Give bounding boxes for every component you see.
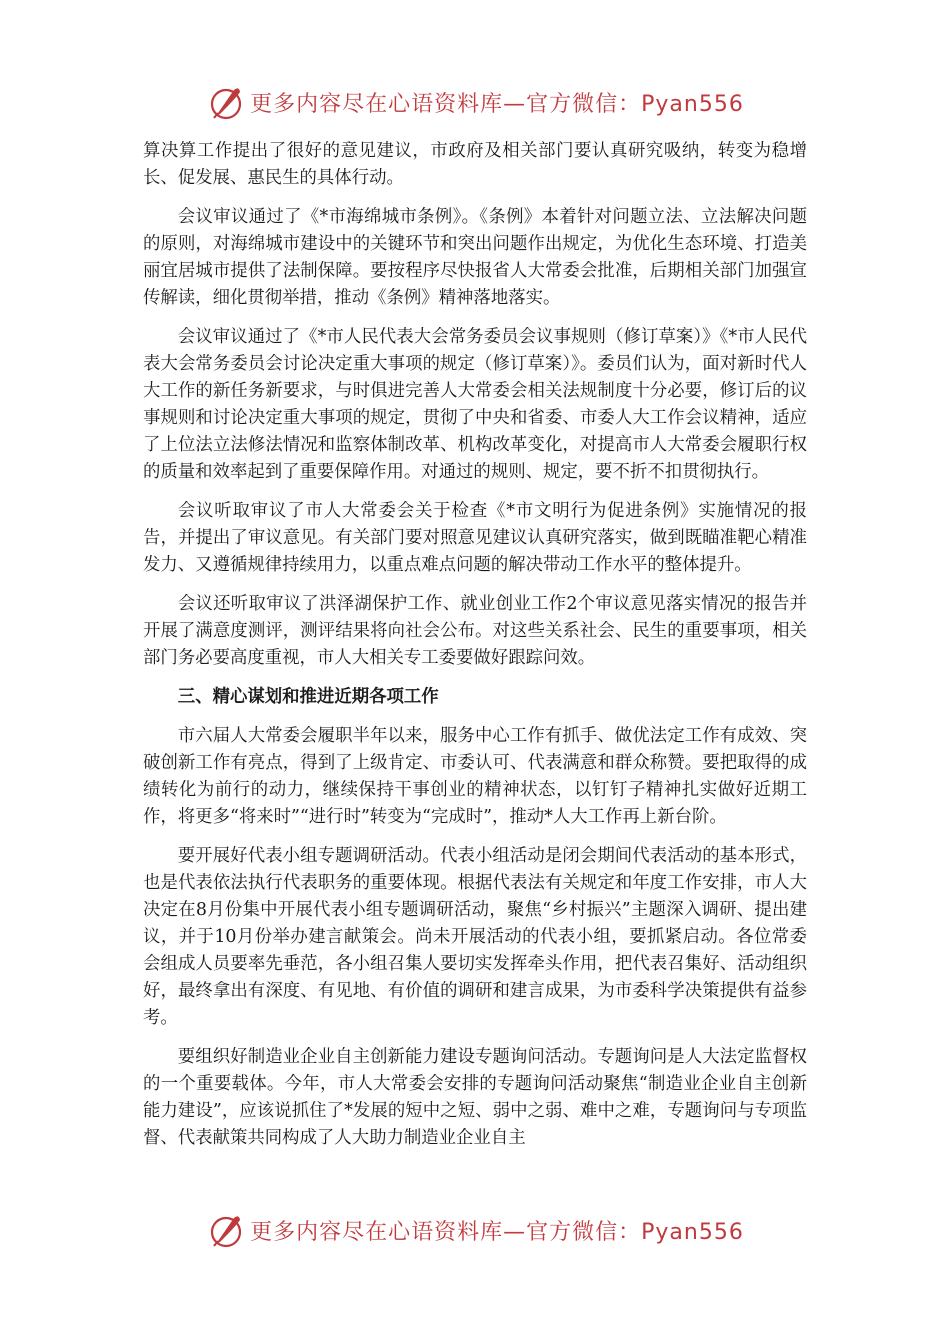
paragraph-continuation: 算决算工作提出了很好的意见建议，市政府及相关部门要认真研究吸纳，转变为稳增长、促发展、惠民生的具体行动。 xyxy=(143,141,807,188)
paragraph-review-opinions: 会议还听取审议了洪泽湖保护工作、就业创业工作2个审议意见落实情况的报告并开展了满意度测评，测评结果将向社会公布。对这些关系社会、民生的重要事项，相关部门务必要高度重视，市人大相关专工委要做好跟踪问效。 xyxy=(143,594,807,668)
paragraph-delegate-research: 要开展好代表小组专题调研活动。代表小组活动是闭会期间代表活动的基本形式，也是代表依法执行代表职务的重要体现。根据代表法有关规定和年度工作安排，市人大决定在8月份集中开展代表小组专题调研活动，聚焦“乡村振兴”主题深入调研、提出建议，并于10月份举办建言献策会。尚未开展活动的代表小组，要抓紧启动。各位常委会组成人员要率先垂范，各小组召集人要切实发挥牵头作用，把代表召集好、活动组织好，最终拿出有深度、有见地、有价值的调研和建言成果，为市委科学决策提供有益参考。 xyxy=(143,846,807,1028)
header-banner xyxy=(0,80,950,124)
paragraph-sponge-city: 会议审议通过了《*市海绵城市条例》。《条例》本着针对问题立法、立法解决问题的原则，对海绵城市建设中的关键环节和突出问题作出规定，为优化生态环境、打造美丽宜居城市提供了法制保障。要按程序尽快报省人大常委会批准，后期相关部门加强宣传解读，细化贯彻举措，推动《条例》精神落地落实。 xyxy=(143,207,807,308)
section-heading: 三、精心谋划和推进近期各项工作 xyxy=(177,687,439,707)
footer-banner-text: 更多内容尽在心语资料库—官方微信：Pyan556 xyxy=(250,1219,744,1245)
footer-banner xyxy=(0,1208,950,1252)
quill-pen-logo-icon xyxy=(206,1210,246,1250)
paragraph-civility-report: 会议听取审议了市人大常委会关于检查《*市文明行为促进条例》实施情况的报告，并提出了审议意见。有关部门要对照意见建议认真研究落实，做到既瞄准靶心精准发力、又遵循规律持续用力，以重点难点问题的解决带动工作水平的整体提升。 xyxy=(143,501,807,575)
paragraph-special-inquiry: 要组织好制造业企业自主创新能力建设专题询问活动。专题询问是人大法定监督权的一个重要载体。今年，市人大常委会安排的专题询问活动聚焦“制造业企业自主创新能力建设”，应该说抓住了*发展的短中之短、弱中之弱、难中之难，专题询问与专项监督、代表献策共同构成了人大助力制造业企业自主 xyxy=(143,1047,807,1148)
document-body xyxy=(143,138,807,1164)
paragraph-rules-revision: 会议审议通过了《*市人民代表大会常务委员会议事规则（修订草案）》《*市人民代表大会常务委员会讨论决定重大事项的规定（修订草案）》。委员们认为，面对新时代人大工作的新任务新要求，与时俱进完善人大常委会相关法规制度十分必要，修订后的议事规则和讨论决定重大事项的规定，贯彻了中央和省委、市委人大工作会议精神，适应了上位法立法修法情况和监察体制改革、机构改革变化，对提高市人大常委会履职行权的质量和效率起到了重要保障作用。对通过的规则、规定，要不折不扣贯彻执行。 xyxy=(143,327,807,482)
header-banner-text: 更多内容尽在心语资料库—官方微信：Pyan556 xyxy=(250,91,744,117)
quill-pen-logo-icon xyxy=(206,82,246,122)
paragraph-half-year-review: 市六届人大常委会履职半年以来，服务中心工作有抓手、做优法定工作有成效、突破创新工作有亮点，得到了上级肯定、市委认可、代表满意和群众称赞。要把取得的成绩转化为前行的动力，继续保持干事创业的精神状态，以钉钉子精神扎实做好近期工作，将更多“将来时”“进行时”转变为“完成时”，推动*人大工作再上新台阶。 xyxy=(143,726,807,827)
